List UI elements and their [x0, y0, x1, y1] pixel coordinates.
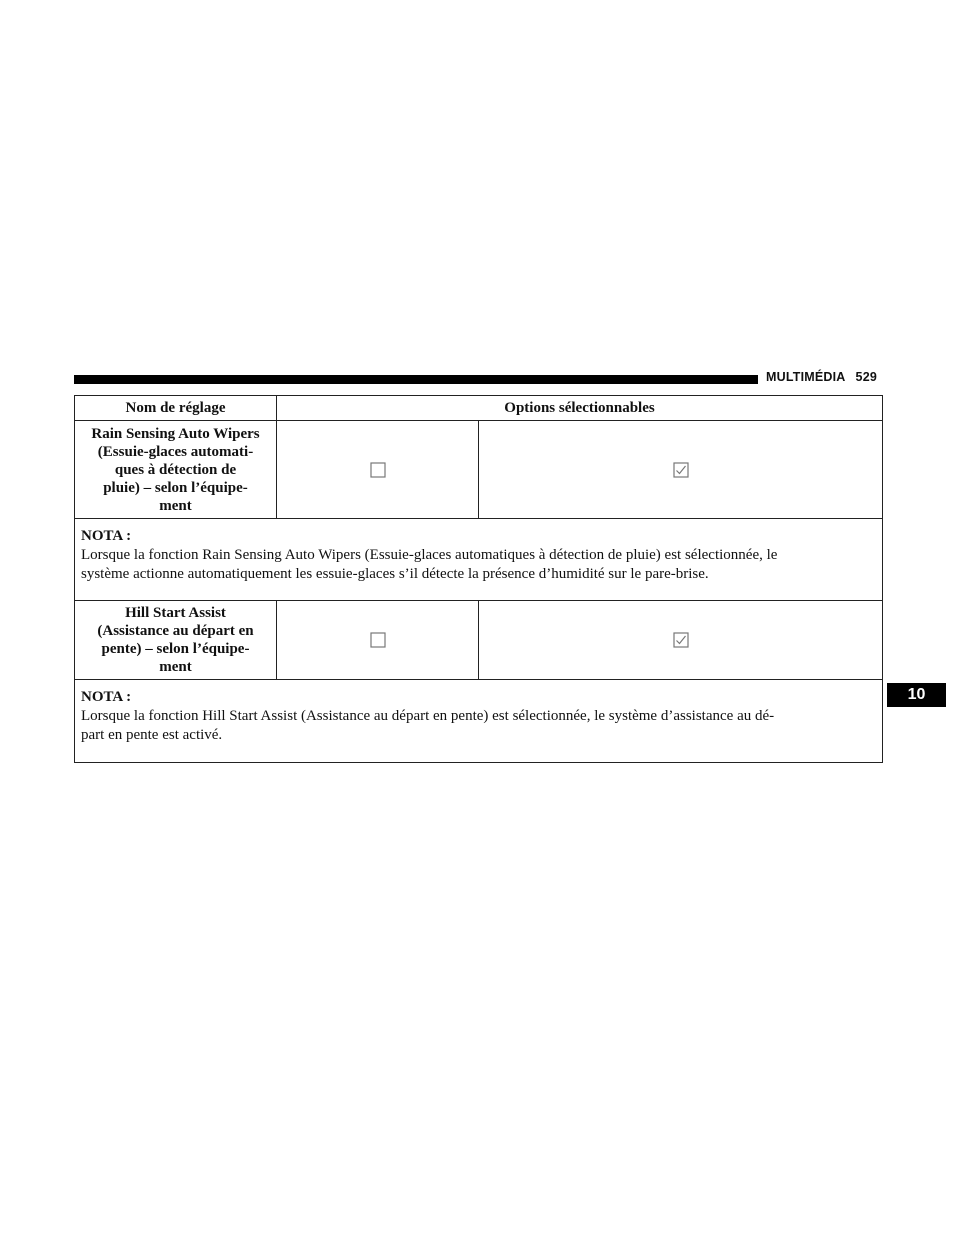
- setting-name-hill-start-assist: [75, 601, 277, 680]
- note-text-line: Lorsque la fonction Rain Sensing Auto Wipers (Essuie-glaces automatiques à détection de pluie) est sélectionnée, le: [81, 547, 778, 563]
- option-off-cell: [277, 421, 479, 519]
- note-text-line: Lorsque la fonction Hill Start Assist (Assistance au départ en pente) est sélectionnée, le système d’assistance au dé-: [81, 708, 775, 724]
- setting-name-line: ment: [159, 659, 192, 675]
- chapter-tab: 10: [887, 683, 946, 707]
- page-number: 529: [855, 370, 878, 384]
- note-title: NOTA :: [81, 689, 132, 705]
- unchecked-box-icon: [370, 462, 386, 478]
- setting-name-rain-sensing-wipers: [75, 421, 277, 519]
- note-hill-start-assist: [75, 680, 883, 763]
- option-off-cell: [277, 601, 479, 680]
- setting-name-line: ques à détection de: [114, 461, 237, 478]
- setting-name-line: Rain Sensing Auto Wipers: [91, 425, 260, 442]
- setting-name-line: ment: [159, 497, 192, 514]
- checked-box-icon: [673, 632, 689, 648]
- note-text-line: part en pente est activé.: [81, 727, 223, 743]
- note-title: NOTA :: [81, 528, 132, 544]
- running-header: [766, 370, 877, 384]
- unchecked-box-icon: [370, 632, 386, 648]
- note-rain-sensing-wipers: [75, 519, 883, 601]
- checked-box-icon: [673, 462, 689, 478]
- settings-table: [74, 395, 883, 763]
- setting-name-line: pente) – selon l’équipe-: [101, 641, 250, 657]
- header-rule: [74, 375, 758, 384]
- setting-name-line: Hill Start Assist: [125, 605, 226, 621]
- column-header-options: Options sélectionnables: [277, 396, 883, 421]
- setting-name-line: pluie) – selon l’équipe-: [103, 479, 248, 496]
- section-title: MULTIMÉDIA: [766, 370, 846, 384]
- table-row-note: [75, 680, 883, 763]
- setting-name-line: (Essuie-glaces automati-: [97, 443, 254, 460]
- setting-name-line: (Assistance au départ en: [97, 623, 254, 639]
- note-text-line: système actionne automatiquement les essuie-glaces s’il détecte la présence d’humidité sur le pare-brise.: [81, 566, 709, 582]
- option-on-cell: [479, 421, 883, 519]
- option-on-cell: [479, 601, 883, 680]
- table-row: [75, 421, 883, 519]
- table-row: [75, 601, 883, 680]
- table-header-row: [75, 396, 883, 421]
- table-row-note: [75, 519, 883, 601]
- column-header-setting-name: Nom de réglage: [75, 396, 277, 421]
